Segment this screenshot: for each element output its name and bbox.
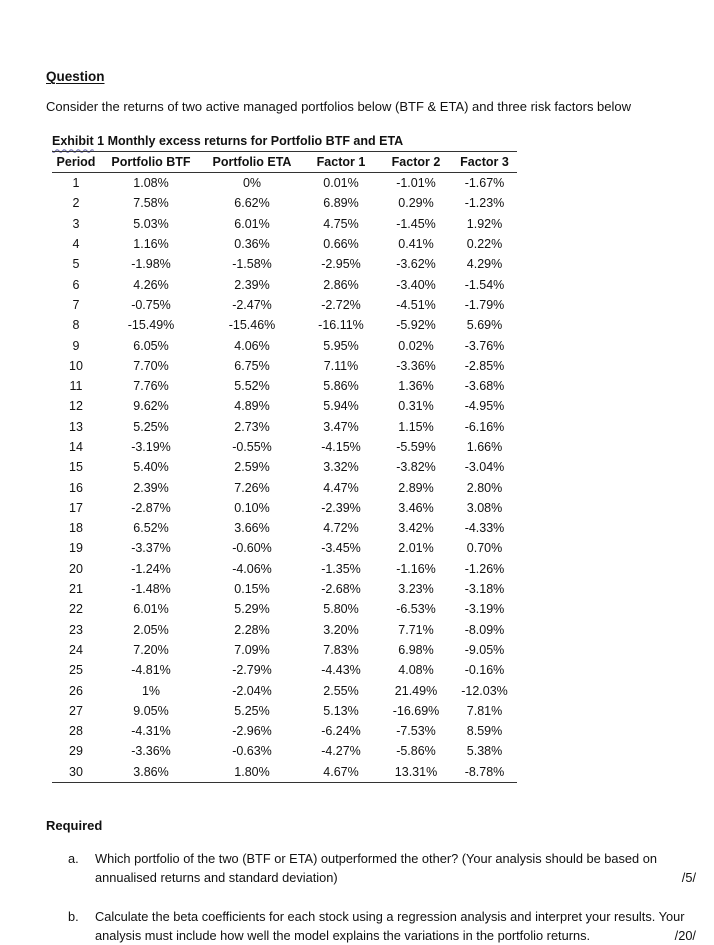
cell-period: 30 <box>52 762 100 783</box>
cell-factor-2: -5.86% <box>396 744 436 759</box>
cell-portfolio-btf: 5.40% <box>133 460 169 475</box>
cell-factor-1: -3.45% <box>321 541 361 556</box>
cell-portfolio-eta: 4.89% <box>234 399 270 414</box>
cell-factor-1: 7.83% <box>323 642 359 657</box>
cell-portfolio-eta: 6.75% <box>234 358 270 373</box>
cell-factor-1: 7.11% <box>323 358 359 373</box>
cell-factor-2: 3.42% <box>398 521 434 536</box>
cell-factor-3: -1.23% <box>464 196 505 211</box>
question-intro: Consider the returns of two active managed portfolios below (BTF & ETA) and three risk factors below <box>46 99 632 114</box>
cell-factor-2: 0.31% <box>398 399 434 414</box>
cell-factor-1: 3.32% <box>323 460 359 475</box>
cell-portfolio-btf: -4.81% <box>131 663 171 678</box>
cell-portfolio-btf: -0.75% <box>131 297 171 312</box>
cell-period: 19 <box>69 541 83 556</box>
cell-portfolio-btf: 7.70% <box>133 358 169 373</box>
cell-factor-2: -1.45% <box>396 216 436 231</box>
cell-factor-3: -3.18% <box>464 582 505 597</box>
cell-period: 11 <box>69 379 83 394</box>
cell-portfolio-btf: -1.48% <box>131 582 171 597</box>
cell-factor-2: -5.92% <box>396 318 436 333</box>
cell-factor-2: 7.71% <box>398 622 434 637</box>
cell-period: 23 <box>69 622 83 637</box>
table-row <box>52 599 517 619</box>
cell-factor-2: 2.01% <box>398 541 434 556</box>
cell-factor-3: -8.78% <box>452 762 517 783</box>
cell-portfolio-eta: -15.46% <box>228 318 276 333</box>
cell-factor-1: -6.24% <box>321 724 361 739</box>
cell-period: 21 <box>69 582 83 597</box>
cell-factor-2: 0.41% <box>398 237 434 252</box>
cell-period: 2 <box>72 196 80 211</box>
cell-factor-1: 2.86% <box>323 277 359 292</box>
cell-portfolio-eta: -1.58% <box>232 257 272 272</box>
cell-factor-2: 0.02% <box>398 338 434 353</box>
required-item-a <box>68 849 702 887</box>
cell-portfolio-btf: 7.58% <box>133 196 169 211</box>
cell-factor-1: 5.95% <box>323 338 359 353</box>
cell-factor-1: -2.95% <box>321 257 361 272</box>
table-row <box>52 741 517 761</box>
cell-factor-3: 2.80% <box>466 480 503 495</box>
cell-factor-2: -3.62% <box>396 257 436 272</box>
table-row <box>52 559 517 579</box>
table-row <box>52 173 517 194</box>
cell-factor-1: 0.01% <box>323 176 359 191</box>
cell-factor-3: -1.26% <box>464 561 505 576</box>
cell-factor-3: -3.68% <box>464 379 505 394</box>
cell-portfolio-eta: -2.96% <box>232 724 272 739</box>
cell-factor-3: -4.95% <box>464 399 505 414</box>
cell-factor-1: 5.13% <box>323 703 359 718</box>
cell-portfolio-eta: 3.66% <box>234 521 270 536</box>
cell-factor-2: 13.31% <box>380 762 452 783</box>
cell-portfolio-btf: 9.05% <box>133 703 169 718</box>
cell-portfolio-eta: 1.80% <box>202 762 302 783</box>
cell-factor-2: -4.51% <box>396 297 436 312</box>
cell-factor-1: -4.27% <box>321 744 361 759</box>
cell-period: 20 <box>69 561 83 576</box>
table-row <box>52 457 517 477</box>
cell-factor-2: -6.53% <box>396 602 436 617</box>
cell-period: 9 <box>72 338 80 353</box>
required-heading: Required <box>46 818 103 833</box>
cell-factor-1: 5.86% <box>323 379 359 394</box>
cell-factor-3: -1.79% <box>464 297 505 312</box>
cell-portfolio-eta: 5.25% <box>234 703 270 718</box>
cell-portfolio-btf: 5.03% <box>133 216 169 231</box>
cell-portfolio-btf: 1% <box>141 683 161 698</box>
exhibit-title <box>52 134 403 148</box>
cell-factor-3: -2.85% <box>464 358 505 373</box>
cell-portfolio-btf: -3.36% <box>131 744 171 759</box>
cell-factor-2: 1.36% <box>398 379 434 394</box>
required-item-a-letter: a. <box>68 851 79 866</box>
cell-factor-1: -4.43% <box>321 663 361 678</box>
cell-period: 3 <box>72 216 80 231</box>
required-item-b-letter: b. <box>68 909 79 924</box>
required-item-a-marks: /5/ <box>681 870 696 885</box>
table-row <box>52 356 517 376</box>
cell-factor-3: -3.76% <box>464 338 505 353</box>
cell-factor-1: 2.55% <box>323 683 359 698</box>
cell-period: 29 <box>69 744 83 759</box>
table-row <box>52 538 517 558</box>
cell-factor-1: 5.80% <box>323 602 359 617</box>
cell-portfolio-btf: 9.62% <box>133 399 169 414</box>
cell-portfolio-btf: 5.25% <box>133 419 169 434</box>
cell-portfolio-eta: 0.36% <box>234 237 270 252</box>
table-row <box>52 234 517 254</box>
cell-factor-2: 21.49% <box>394 683 438 698</box>
cell-period: 25 <box>69 663 83 678</box>
header-factor-3: Factor 3 <box>452 152 517 173</box>
table-row <box>52 680 517 700</box>
cell-factor-3: 7.81% <box>466 703 503 718</box>
cell-period: 26 <box>69 683 83 698</box>
cell-portfolio-eta: 4.06% <box>234 338 270 353</box>
cell-period: 12 <box>69 399 83 414</box>
cell-portfolio-btf: 1.16% <box>133 237 169 252</box>
table-row <box>52 498 517 518</box>
cell-period: 24 <box>69 642 83 657</box>
cell-portfolio-eta: -2.47% <box>232 297 272 312</box>
table-row <box>52 396 517 416</box>
cell-portfolio-btf: 1.08% <box>133 176 169 191</box>
returns-table <box>52 151 517 783</box>
header-portfolio-btf: Portfolio BTF <box>100 152 202 173</box>
cell-period: 28 <box>69 724 83 739</box>
cell-period: 5 <box>72 257 80 272</box>
table-row <box>52 437 517 457</box>
cell-portfolio-eta: 2.39% <box>234 277 270 292</box>
header-factor-2: Factor 2 <box>380 152 452 173</box>
cell-factor-1: -16.11% <box>318 318 364 333</box>
cell-period: 4 <box>72 237 80 252</box>
cell-portfolio-btf: -4.31% <box>131 724 171 739</box>
cell-portfolio-btf: 6.01% <box>133 602 169 617</box>
cell-portfolio-btf: 6.52% <box>133 521 169 536</box>
cell-factor-1: 5.94% <box>323 399 359 414</box>
cell-portfolio-btf: 7.76% <box>133 379 169 394</box>
cell-factor-1: -2.68% <box>321 582 361 597</box>
cell-factor-3: 5.69% <box>466 318 503 333</box>
table-row <box>52 376 517 396</box>
cell-factor-3: 0.70% <box>466 541 503 556</box>
table-body <box>52 173 517 783</box>
table-row <box>52 274 517 294</box>
cell-portfolio-btf: 4.26% <box>133 277 169 292</box>
required-item-a-text: Which portfolio of the two (BTF or ETA) outperformed the other? (Your analysis should be based on annualised returns and standard deviation) <box>95 851 657 885</box>
table-row <box>52 762 517 783</box>
cell-portfolio-eta: 2.73% <box>234 419 270 434</box>
cell-factor-2: 1.15% <box>398 419 434 434</box>
cell-period: 22 <box>69 602 83 617</box>
cell-factor-2: -3.40% <box>396 277 436 292</box>
cell-period: 16 <box>69 480 83 495</box>
required-item-b-marks: /20/ <box>674 928 696 943</box>
cell-portfolio-eta: 5.52% <box>234 379 270 394</box>
table-row <box>52 660 517 680</box>
cell-portfolio-btf: 6.05% <box>133 338 169 353</box>
cell-portfolio-btf: -15.49% <box>127 318 175 333</box>
cell-period: 13 <box>69 419 83 434</box>
cell-period: 10 <box>69 358 83 373</box>
cell-factor-2: 4.08% <box>398 663 434 678</box>
cell-factor-1: 3.20% <box>323 622 359 637</box>
cell-factor-2: -3.82% <box>396 460 436 475</box>
cell-portfolio-eta: 7.26% <box>234 480 270 495</box>
table-row <box>52 295 517 315</box>
table-row <box>52 335 517 355</box>
table-row <box>52 417 517 437</box>
cell-factor-1: 0.66% <box>323 237 359 252</box>
table-row <box>52 721 517 741</box>
cell-factor-3: -1.54% <box>464 277 505 292</box>
cell-period: 18 <box>69 521 83 536</box>
cell-factor-3: -9.05% <box>464 642 505 657</box>
cell-period: 27 <box>69 703 83 718</box>
cell-portfolio-eta: 0% <box>242 176 262 191</box>
cell-factor-2: 2.89% <box>398 480 434 495</box>
cell-period: 14 <box>69 440 83 454</box>
cell-factor-3: -12.03% <box>461 683 508 698</box>
cell-factor-1: 4.75% <box>323 216 359 231</box>
cell-portfolio-eta: 2.28% <box>234 622 270 637</box>
cell-factor-3: 0.22% <box>466 237 503 252</box>
cell-factor-2: 0.29% <box>398 196 434 211</box>
cell-factor-1: -4.15% <box>321 440 361 454</box>
cell-portfolio-eta: 7.09% <box>234 642 270 657</box>
table-row <box>52 254 517 274</box>
header-period: Period <box>52 152 100 173</box>
cell-portfolio-btf: -3.19% <box>131 440 171 454</box>
cell-factor-3: -0.16% <box>464 663 505 678</box>
cell-factor-2: 6.98% <box>398 642 434 657</box>
cell-factor-2: 3.46% <box>398 500 434 515</box>
cell-portfolio-eta: 0.15% <box>234 582 270 597</box>
cell-factor-1: 4.72% <box>323 521 359 536</box>
cell-factor-3: -4.33% <box>464 521 505 536</box>
table-row <box>52 579 517 599</box>
cell-portfolio-btf: -1.24% <box>131 561 171 576</box>
cell-period: 17 <box>69 500 83 515</box>
header-portfolio-eta: Portfolio ETA <box>202 152 302 173</box>
cell-factor-1: -1.35% <box>321 561 361 576</box>
cell-portfolio-eta: -0.63% <box>232 744 272 759</box>
table-row <box>52 620 517 640</box>
cell-period: 6 <box>72 277 80 292</box>
cell-portfolio-btf: 3.86% <box>100 762 202 783</box>
cell-factor-1: 6.89% <box>323 196 359 211</box>
cell-factor-2: 3.23% <box>398 582 434 597</box>
cell-portfolio-eta: -2.04% <box>232 683 272 698</box>
cell-period: 8 <box>72 318 80 333</box>
cell-period: 15 <box>69 460 83 475</box>
cell-portfolio-btf: -1.98% <box>131 257 171 272</box>
cell-factor-1: 4.67% <box>302 762 380 783</box>
cell-portfolio-eta: -4.06% <box>232 561 272 576</box>
cell-factor-3: -3.04% <box>464 460 505 475</box>
cell-period: 7 <box>72 297 80 312</box>
table-row <box>52 193 517 213</box>
table-row <box>52 518 517 538</box>
cell-factor-3: 3.08% <box>466 500 503 515</box>
cell-factor-3: 1.92% <box>466 216 503 231</box>
table-row <box>52 640 517 660</box>
cell-portfolio-eta: -0.60% <box>232 541 272 556</box>
question-heading: Question <box>46 69 105 84</box>
cell-factor-2: -1.01% <box>396 176 436 191</box>
table-row <box>52 701 517 721</box>
cell-factor-1: -2.72% <box>321 297 361 312</box>
cell-factor-1: 4.47% <box>323 480 359 495</box>
header-factor-1: Factor 1 <box>302 152 380 173</box>
cell-factor-2: -5.59% <box>396 440 436 454</box>
cell-portfolio-eta: 0.10% <box>234 500 270 515</box>
cell-factor-3: -6.16% <box>464 419 505 434</box>
exhibit-title-first-word: Exhibit <box>52 134 94 148</box>
cell-portfolio-btf: 2.05% <box>133 622 169 637</box>
cell-portfolio-eta: -2.79% <box>232 663 272 678</box>
cell-factor-3: 5.38% <box>466 744 503 759</box>
cell-portfolio-eta: 6.62% <box>234 196 270 211</box>
cell-factor-3: -8.09% <box>464 622 505 637</box>
table-row <box>52 214 517 234</box>
cell-portfolio-btf: 2.39% <box>133 480 169 495</box>
cell-factor-3: -3.19% <box>464 602 505 617</box>
cell-portfolio-btf: 7.20% <box>133 642 169 657</box>
cell-portfolio-eta: 6.01% <box>234 216 270 231</box>
exhibit-title-rest: 1 Monthly excess returns for Portfolio BTF and ETA <box>93 134 404 148</box>
cell-portfolio-eta: 2.59% <box>234 460 270 475</box>
table-row <box>52 315 517 335</box>
required-item-b-text: Calculate the beta coefficients for each stock using a regression analysis and interpret your results. Your analysis must include how well the model explains the variations in the portfolio returns. <box>95 909 685 943</box>
cell-factor-1: 3.47% <box>323 419 359 434</box>
required-item-b <box>68 907 702 945</box>
cell-factor-1: -2.39% <box>321 500 361 515</box>
table-header-row <box>52 152 517 173</box>
cell-period: 1 <box>72 176 80 191</box>
cell-portfolio-btf: -2.87% <box>131 500 171 515</box>
cell-factor-2: -1.16% <box>396 561 436 576</box>
cell-factor-3: 4.29% <box>466 257 503 272</box>
cell-factor-2: -3.36% <box>396 358 436 373</box>
cell-portfolio-btf: -3.37% <box>131 541 171 556</box>
cell-factor-3: -1.67% <box>464 176 505 191</box>
table-row <box>52 477 517 497</box>
cell-portfolio-eta: -0.55% <box>232 440 272 454</box>
cell-factor-2: -16.69% <box>392 703 440 718</box>
cell-factor-2: -7.53% <box>396 724 436 739</box>
cell-factor-3: 1.66% <box>466 440 503 454</box>
cell-factor-3: 8.59% <box>466 724 503 739</box>
cell-portfolio-eta: 5.29% <box>234 602 270 617</box>
